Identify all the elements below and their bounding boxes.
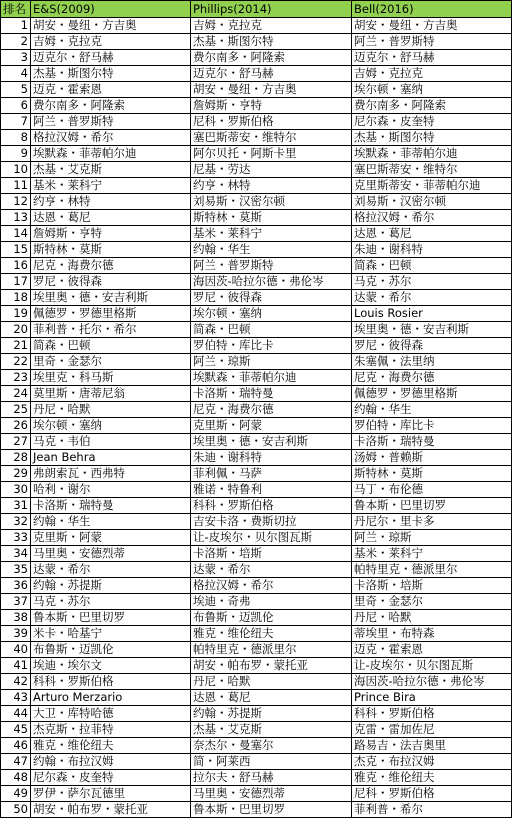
phillips-2014-cell: 费尔南多・阿隆索 (191, 50, 352, 66)
es-2009-cell: 达蒙・希尔 (31, 562, 191, 578)
bell-2016-cell: 雅克・维伦纽夫 (352, 770, 512, 786)
bell-2016-cell: 海因茨-哈拉尔德・弗伦岑 (352, 674, 512, 690)
rank-cell: 30 (1, 482, 31, 498)
rank-cell: 4 (1, 66, 31, 82)
bell-2016-cell: 尼科・罗斯伯格 (352, 786, 512, 802)
es-2009-cell: 罗尼・彼得森 (31, 274, 191, 290)
phillips-2014-cell: 格拉汉姆・希尔 (191, 578, 352, 594)
table-row (1, 338, 512, 354)
phillips-2014-cell: 达恩・葛尼 (191, 690, 352, 706)
phillips-2014-cell: 丹尼・哈默 (191, 674, 352, 690)
bell-2016-cell: 迈克・霍索恩 (352, 642, 512, 658)
rank-cell: 49 (1, 786, 31, 802)
rank-cell: 5 (1, 82, 31, 98)
table-row (1, 530, 512, 546)
rank-cell: 16 (1, 258, 31, 274)
phillips-2014-cell: 帕特里克・德派里尔 (191, 642, 352, 658)
bell-2016-cell: 胡安・曼纽・方吉奥 (352, 18, 512, 34)
es-2009-cell: 卡洛斯・瑞特曼 (31, 498, 191, 514)
rank-cell: 6 (1, 98, 31, 114)
table-row (1, 562, 512, 578)
bell-2016-cell: 简森・巴顿 (352, 258, 512, 274)
bell-2016-cell: 马丁・布伦德 (352, 482, 512, 498)
phillips-2014-cell: 简森・巴顿 (191, 322, 352, 338)
es-2009-cell: 埃尔顿・塞纳 (31, 418, 191, 434)
table-row (1, 18, 512, 34)
phillips-2014-cell: 雅诺・特鲁利 (191, 482, 352, 498)
es-2009-cell: 达恩・葛尼 (31, 210, 191, 226)
phillips-2014-cell: 尼克・海费尔德 (191, 402, 352, 418)
phillips-2014-cell: 尼基・劳达 (191, 162, 352, 178)
table-row (1, 482, 512, 498)
header-rank: 排名 (1, 1, 31, 18)
bell-2016-cell: 格拉汉姆・希尔 (352, 210, 512, 226)
table-row (1, 178, 512, 194)
bell-2016-cell: 吉姆・克拉克 (352, 66, 512, 82)
es-2009-cell: 埃里奥・德・安吉利斯 (31, 290, 191, 306)
rank-cell: 15 (1, 242, 31, 258)
phillips-2014-cell: 基米・莱科宁 (191, 226, 352, 242)
bell-2016-cell: 费尔南多・阿隆索 (352, 98, 512, 114)
table-row (1, 162, 512, 178)
phillips-2014-cell: 埃尔顿・塞纳 (191, 306, 352, 322)
table-row (1, 386, 512, 402)
rank-cell: 42 (1, 674, 31, 690)
table-header (1, 1, 512, 18)
bell-2016-cell: 汤姆・普赖斯 (352, 450, 512, 466)
table-row (1, 66, 512, 82)
table-row (1, 578, 512, 594)
rank-cell: 41 (1, 658, 31, 674)
es-2009-cell: 科科・罗斯伯格 (31, 674, 191, 690)
table-row (1, 770, 512, 786)
bell-2016-cell: 蒂埃里・布特森 (352, 626, 512, 642)
phillips-2014-cell: 埃迪・奇弗 (191, 594, 352, 610)
table-row (1, 146, 512, 162)
es-2009-cell: 杰克斯・拉菲特 (31, 722, 191, 738)
table-row (1, 82, 512, 98)
bell-2016-cell: 帕特里克・德派里尔 (352, 562, 512, 578)
es-2009-cell: 斯特林・莫斯 (31, 242, 191, 258)
es-2009-cell: 佩德罗・罗德里格斯 (31, 306, 191, 322)
es-2009-cell: Jean Behra (31, 450, 191, 466)
rank-cell: 28 (1, 450, 31, 466)
bell-2016-cell: 里奇・金瑟尔 (352, 594, 512, 610)
bell-2016-cell: 塞巴斯蒂安・维特尔 (352, 162, 512, 178)
es-2009-cell: 哈利・谢尔 (31, 482, 191, 498)
phillips-2014-cell: 埃默森・菲蒂帕尔迪 (191, 370, 352, 386)
bell-2016-cell: 卡洛斯・瑞特曼 (352, 434, 512, 450)
es-2009-cell: 费尔南多・阿隆索 (31, 98, 191, 114)
rank-cell: 45 (1, 722, 31, 738)
phillips-2014-cell: 迈克尔・舒马赫 (191, 66, 352, 82)
phillips-2014-cell: 达蒙・希尔 (191, 562, 352, 578)
es-2009-cell: 布鲁斯・迈凯伦 (31, 642, 191, 658)
es-2009-cell: 克里斯・阿蒙 (31, 530, 191, 546)
bell-2016-cell: 马克・苏尔 (352, 274, 512, 290)
table-row (1, 34, 512, 50)
bell-2016-cell: 佩德罗・罗德里格斯 (352, 386, 512, 402)
table-row (1, 322, 512, 338)
phillips-2014-cell: 塞巴斯蒂安・维特尔 (191, 130, 352, 146)
rank-cell: 17 (1, 274, 31, 290)
rank-cell: 20 (1, 322, 31, 338)
bell-2016-cell: 杰克・布拉汉姆 (352, 754, 512, 770)
rank-cell: 50 (1, 802, 31, 818)
es-2009-cell: 埃里克・科马斯 (31, 370, 191, 386)
phillips-2014-cell: 马里奥・安德烈蒂 (191, 786, 352, 802)
table-body (1, 18, 512, 818)
phillips-2014-cell: 科科・罗斯伯格 (191, 498, 352, 514)
table-row (1, 722, 512, 738)
phillips-2014-cell: 罗伯特・库比卡 (191, 338, 352, 354)
es-2009-cell: 约亨・林特 (31, 194, 191, 210)
bell-2016-cell: 达恩・葛尼 (352, 226, 512, 242)
phillips-2014-cell: 阿兰・琼斯 (191, 354, 352, 370)
phillips-2014-cell: 鲁本斯・巴里切罗 (191, 802, 352, 818)
rank-cell: 12 (1, 194, 31, 210)
table-row (1, 130, 512, 146)
rank-cell: 29 (1, 466, 31, 482)
phillips-2014-cell: 朱迪・谢科特 (191, 450, 352, 466)
table-row (1, 210, 512, 226)
es-2009-cell: 马里奥・安德烈蒂 (31, 546, 191, 562)
rank-cell: 27 (1, 434, 31, 450)
phillips-2014-cell: 奈杰尔・曼塞尔 (191, 738, 352, 754)
bell-2016-cell: 迈克尔・舒马赫 (352, 50, 512, 66)
rank-cell: 38 (1, 610, 31, 626)
table-row (1, 370, 512, 386)
table-row (1, 466, 512, 482)
table-row (1, 754, 512, 770)
es-2009-cell: 杰基・艾克斯 (31, 162, 191, 178)
bell-2016-cell: 埃默森・菲蒂帕尔迪 (352, 146, 512, 162)
rank-cell: 11 (1, 178, 31, 194)
phillips-2014-cell: 阿尔贝托・阿斯卡里 (191, 146, 352, 162)
table-row (1, 226, 512, 242)
es-2009-cell: 罗伊・萨尔瓦德里 (31, 786, 191, 802)
phillips-2014-cell: 吉安卡洛・费斯切拉 (191, 514, 352, 530)
rank-cell: 40 (1, 642, 31, 658)
bell-2016-cell: 尼克・海费尔德 (352, 370, 512, 386)
phillips-2014-cell: 布鲁斯・迈凯伦 (191, 610, 352, 626)
es-2009-cell: 菲利普・托尔・希尔 (31, 322, 191, 338)
rank-cell: 21 (1, 338, 31, 354)
rank-cell: 32 (1, 514, 31, 530)
rank-cell: 43 (1, 690, 31, 706)
table-row (1, 418, 512, 434)
bell-2016-cell: 阿兰・普罗斯特 (352, 34, 512, 50)
rank-cell: 25 (1, 402, 31, 418)
phillips-2014-cell: 让-皮埃尔・贝尔图瓦斯 (191, 530, 352, 546)
bell-2016-cell: 刘易斯・汉密尔顿 (352, 194, 512, 210)
bell-2016-cell: 杰基・斯图尔特 (352, 130, 512, 146)
bell-2016-cell: 菲利普・希尔 (352, 802, 512, 818)
table-row (1, 674, 512, 690)
header-phillips-2014: Phillips(2014) (191, 1, 352, 18)
rank-cell: 1 (1, 18, 31, 34)
phillips-2014-cell: 胡安・帕布罗・蒙托亚 (191, 658, 352, 674)
header-bell-2016: Bell(2016) (352, 1, 512, 18)
table-row (1, 546, 512, 562)
phillips-2014-cell: 阿兰・普罗斯特 (191, 258, 352, 274)
phillips-2014-cell: 约翰・华生 (191, 242, 352, 258)
es-2009-cell: 马克・韦伯 (31, 434, 191, 450)
rank-cell: 36 (1, 578, 31, 594)
bell-2016-cell: 丹尼・哈默 (352, 610, 512, 626)
es-2009-cell: 胡安・曼纽・方吉奥 (31, 18, 191, 34)
es-2009-cell: 迈克・霍索恩 (31, 82, 191, 98)
es-2009-cell: 尼尔森・皮奎特 (31, 770, 191, 786)
bell-2016-cell: 达蒙・希尔 (352, 290, 512, 306)
phillips-2014-cell: 杰基・艾克斯 (191, 722, 352, 738)
es-2009-cell: 基米・莱科宁 (31, 178, 191, 194)
rank-cell: 23 (1, 370, 31, 386)
bell-2016-cell: 朱塞佩・法里纳 (352, 354, 512, 370)
bell-2016-cell: 路易吉・法吉奥里 (352, 738, 512, 754)
es-2009-cell: 鲁本斯・巴里切罗 (31, 610, 191, 626)
phillips-2014-cell: 胡安・曼纽・方吉奥 (191, 82, 352, 98)
bell-2016-cell: 丹尼尔・里卡多 (352, 514, 512, 530)
phillips-2014-cell: 刘易斯・汉密尔顿 (191, 194, 352, 210)
bell-2016-cell: 朱迪・谢科特 (352, 242, 512, 258)
rank-cell: 34 (1, 546, 31, 562)
es-2009-cell: 米卡・哈基宁 (31, 626, 191, 642)
bell-2016-cell: 克雷・雷加佐尼 (352, 722, 512, 738)
phillips-2014-cell: 吉姆・克拉克 (191, 18, 352, 34)
es-2009-cell: 丹尼・哈默 (31, 402, 191, 418)
table-row (1, 690, 512, 706)
rank-cell: 3 (1, 50, 31, 66)
bell-2016-cell: 斯特林・莫斯 (352, 466, 512, 482)
table-row (1, 610, 512, 626)
table-row (1, 258, 512, 274)
rank-cell: 26 (1, 418, 31, 434)
rank-cell: 9 (1, 146, 31, 162)
rank-cell: 8 (1, 130, 31, 146)
table-row (1, 98, 512, 114)
bell-2016-cell: 埃里奥・德・安吉利斯 (352, 322, 512, 338)
table-row (1, 450, 512, 466)
phillips-2014-cell: 简・阿莱西 (191, 754, 352, 770)
es-2009-cell: 格拉汉姆・希尔 (31, 130, 191, 146)
rank-cell: 19 (1, 306, 31, 322)
bell-2016-cell: 鲁本斯・巴里切罗 (352, 498, 512, 514)
es-2009-cell: Arturo Merzario (31, 690, 191, 706)
table-row (1, 194, 512, 210)
bell-2016-cell: 埃尔顿・塞纳 (352, 82, 512, 98)
table-row (1, 594, 512, 610)
phillips-2014-cell: 斯特林・莫斯 (191, 210, 352, 226)
es-2009-cell: 迈克尔・舒马赫 (31, 50, 191, 66)
table-row (1, 290, 512, 306)
rank-cell: 13 (1, 210, 31, 226)
phillips-2014-cell: 海因茨-哈拉尔德・弗伦岑 (191, 274, 352, 290)
table-row (1, 642, 512, 658)
rank-cell: 14 (1, 226, 31, 242)
table-row (1, 498, 512, 514)
es-2009-cell: 吉姆・克拉克 (31, 34, 191, 50)
rank-cell: 33 (1, 530, 31, 546)
bell-2016-cell: 阿兰・琼斯 (352, 530, 512, 546)
bell-2016-cell: 罗尼・彼得森 (352, 338, 512, 354)
rank-cell: 22 (1, 354, 31, 370)
rank-cell: 31 (1, 498, 31, 514)
es-2009-cell: 莫里斯・唐蒂尼翁 (31, 386, 191, 402)
table-row (1, 514, 512, 530)
rank-cell: 48 (1, 770, 31, 786)
bell-2016-cell: Prince Bira (352, 690, 512, 706)
table-row (1, 434, 512, 450)
phillips-2014-cell: 罗尼・彼得森 (191, 290, 352, 306)
phillips-2014-cell: 卡洛斯・培斯 (191, 546, 352, 562)
table-row (1, 354, 512, 370)
table-row (1, 626, 512, 642)
table-row (1, 402, 512, 418)
es-2009-cell: 马克・苏尔 (31, 594, 191, 610)
bell-2016-cell: 约翰・华生 (352, 402, 512, 418)
es-2009-cell: 埃迪・埃尔文 (31, 658, 191, 674)
es-2009-cell: 弗朗索瓦・西弗特 (31, 466, 191, 482)
table-row (1, 114, 512, 130)
es-2009-cell: 大卫・库特哈德 (31, 706, 191, 722)
table-row (1, 786, 512, 802)
es-2009-cell: 阿兰・普罗斯特 (31, 114, 191, 130)
es-2009-cell: 詹姆斯・亨特 (31, 226, 191, 242)
rank-cell: 24 (1, 386, 31, 402)
bell-2016-cell: 罗伯特・库比卡 (352, 418, 512, 434)
es-2009-cell: 胡安・帕布罗・蒙托亚 (31, 802, 191, 818)
bell-2016-cell: 基米・莱科宁 (352, 546, 512, 562)
rank-cell: 10 (1, 162, 31, 178)
es-2009-cell: 雅克・维伦纽夫 (31, 738, 191, 754)
phillips-2014-cell: 克里斯・阿蒙 (191, 418, 352, 434)
rank-cell: 44 (1, 706, 31, 722)
phillips-2014-cell: 卡洛斯・瑞特曼 (191, 386, 352, 402)
phillips-2014-cell: 约亨・林特 (191, 178, 352, 194)
rank-cell: 46 (1, 738, 31, 754)
table-row (1, 306, 512, 322)
phillips-2014-cell: 尼科・罗斯伯格 (191, 114, 352, 130)
bell-2016-cell: 让-皮埃尔・贝尔图瓦斯 (352, 658, 512, 674)
es-2009-cell: 约翰・布拉汉姆 (31, 754, 191, 770)
bell-2016-cell: 克里斯蒂安・菲蒂帕尔迪 (352, 178, 512, 194)
es-2009-cell: 杰基・斯图尔特 (31, 66, 191, 82)
rank-cell: 47 (1, 754, 31, 770)
table-row (1, 50, 512, 66)
table-row (1, 706, 512, 722)
phillips-2014-cell: 约翰・苏提斯 (191, 706, 352, 722)
phillips-2014-cell: 埃里奥・德・安吉利斯 (191, 434, 352, 450)
table-row (1, 802, 512, 818)
bell-2016-cell: 科科・罗斯伯格 (352, 706, 512, 722)
table-row (1, 274, 512, 290)
table-row (1, 658, 512, 674)
es-2009-cell: 约翰・苏提斯 (31, 578, 191, 594)
table-row (1, 738, 512, 754)
header-es-2009: E&S(2009) (31, 1, 191, 18)
rank-cell: 2 (1, 34, 31, 50)
phillips-2014-cell: 詹姆斯・亨特 (191, 98, 352, 114)
es-2009-cell: 尼克・海费尔德 (31, 258, 191, 274)
es-2009-cell: 埃默森・菲蒂帕尔迪 (31, 146, 191, 162)
rank-cell: 39 (1, 626, 31, 642)
phillips-2014-cell: 杰基・斯图尔特 (191, 34, 352, 50)
phillips-2014-cell: 雅克・维伦纽夫 (191, 626, 352, 642)
rank-cell: 35 (1, 562, 31, 578)
es-2009-cell: 约翰・华生 (31, 514, 191, 530)
phillips-2014-cell: 拉尔夫・舒马赫 (191, 770, 352, 786)
rank-cell: 18 (1, 290, 31, 306)
rank-cell: 7 (1, 114, 31, 130)
phillips-2014-cell: 菲利佩・马萨 (191, 466, 352, 482)
es-2009-cell: 里奇・金瑟尔 (31, 354, 191, 370)
header-row (1, 1, 512, 18)
bell-2016-cell: 卡洛斯・培斯 (352, 578, 512, 594)
rank-cell: 37 (1, 594, 31, 610)
bell-2016-cell: 尼尔森・皮奎特 (352, 114, 512, 130)
table-row (1, 242, 512, 258)
es-2009-cell: 简森・巴顿 (31, 338, 191, 354)
bell-2016-cell: Louis Rosier (352, 306, 512, 322)
